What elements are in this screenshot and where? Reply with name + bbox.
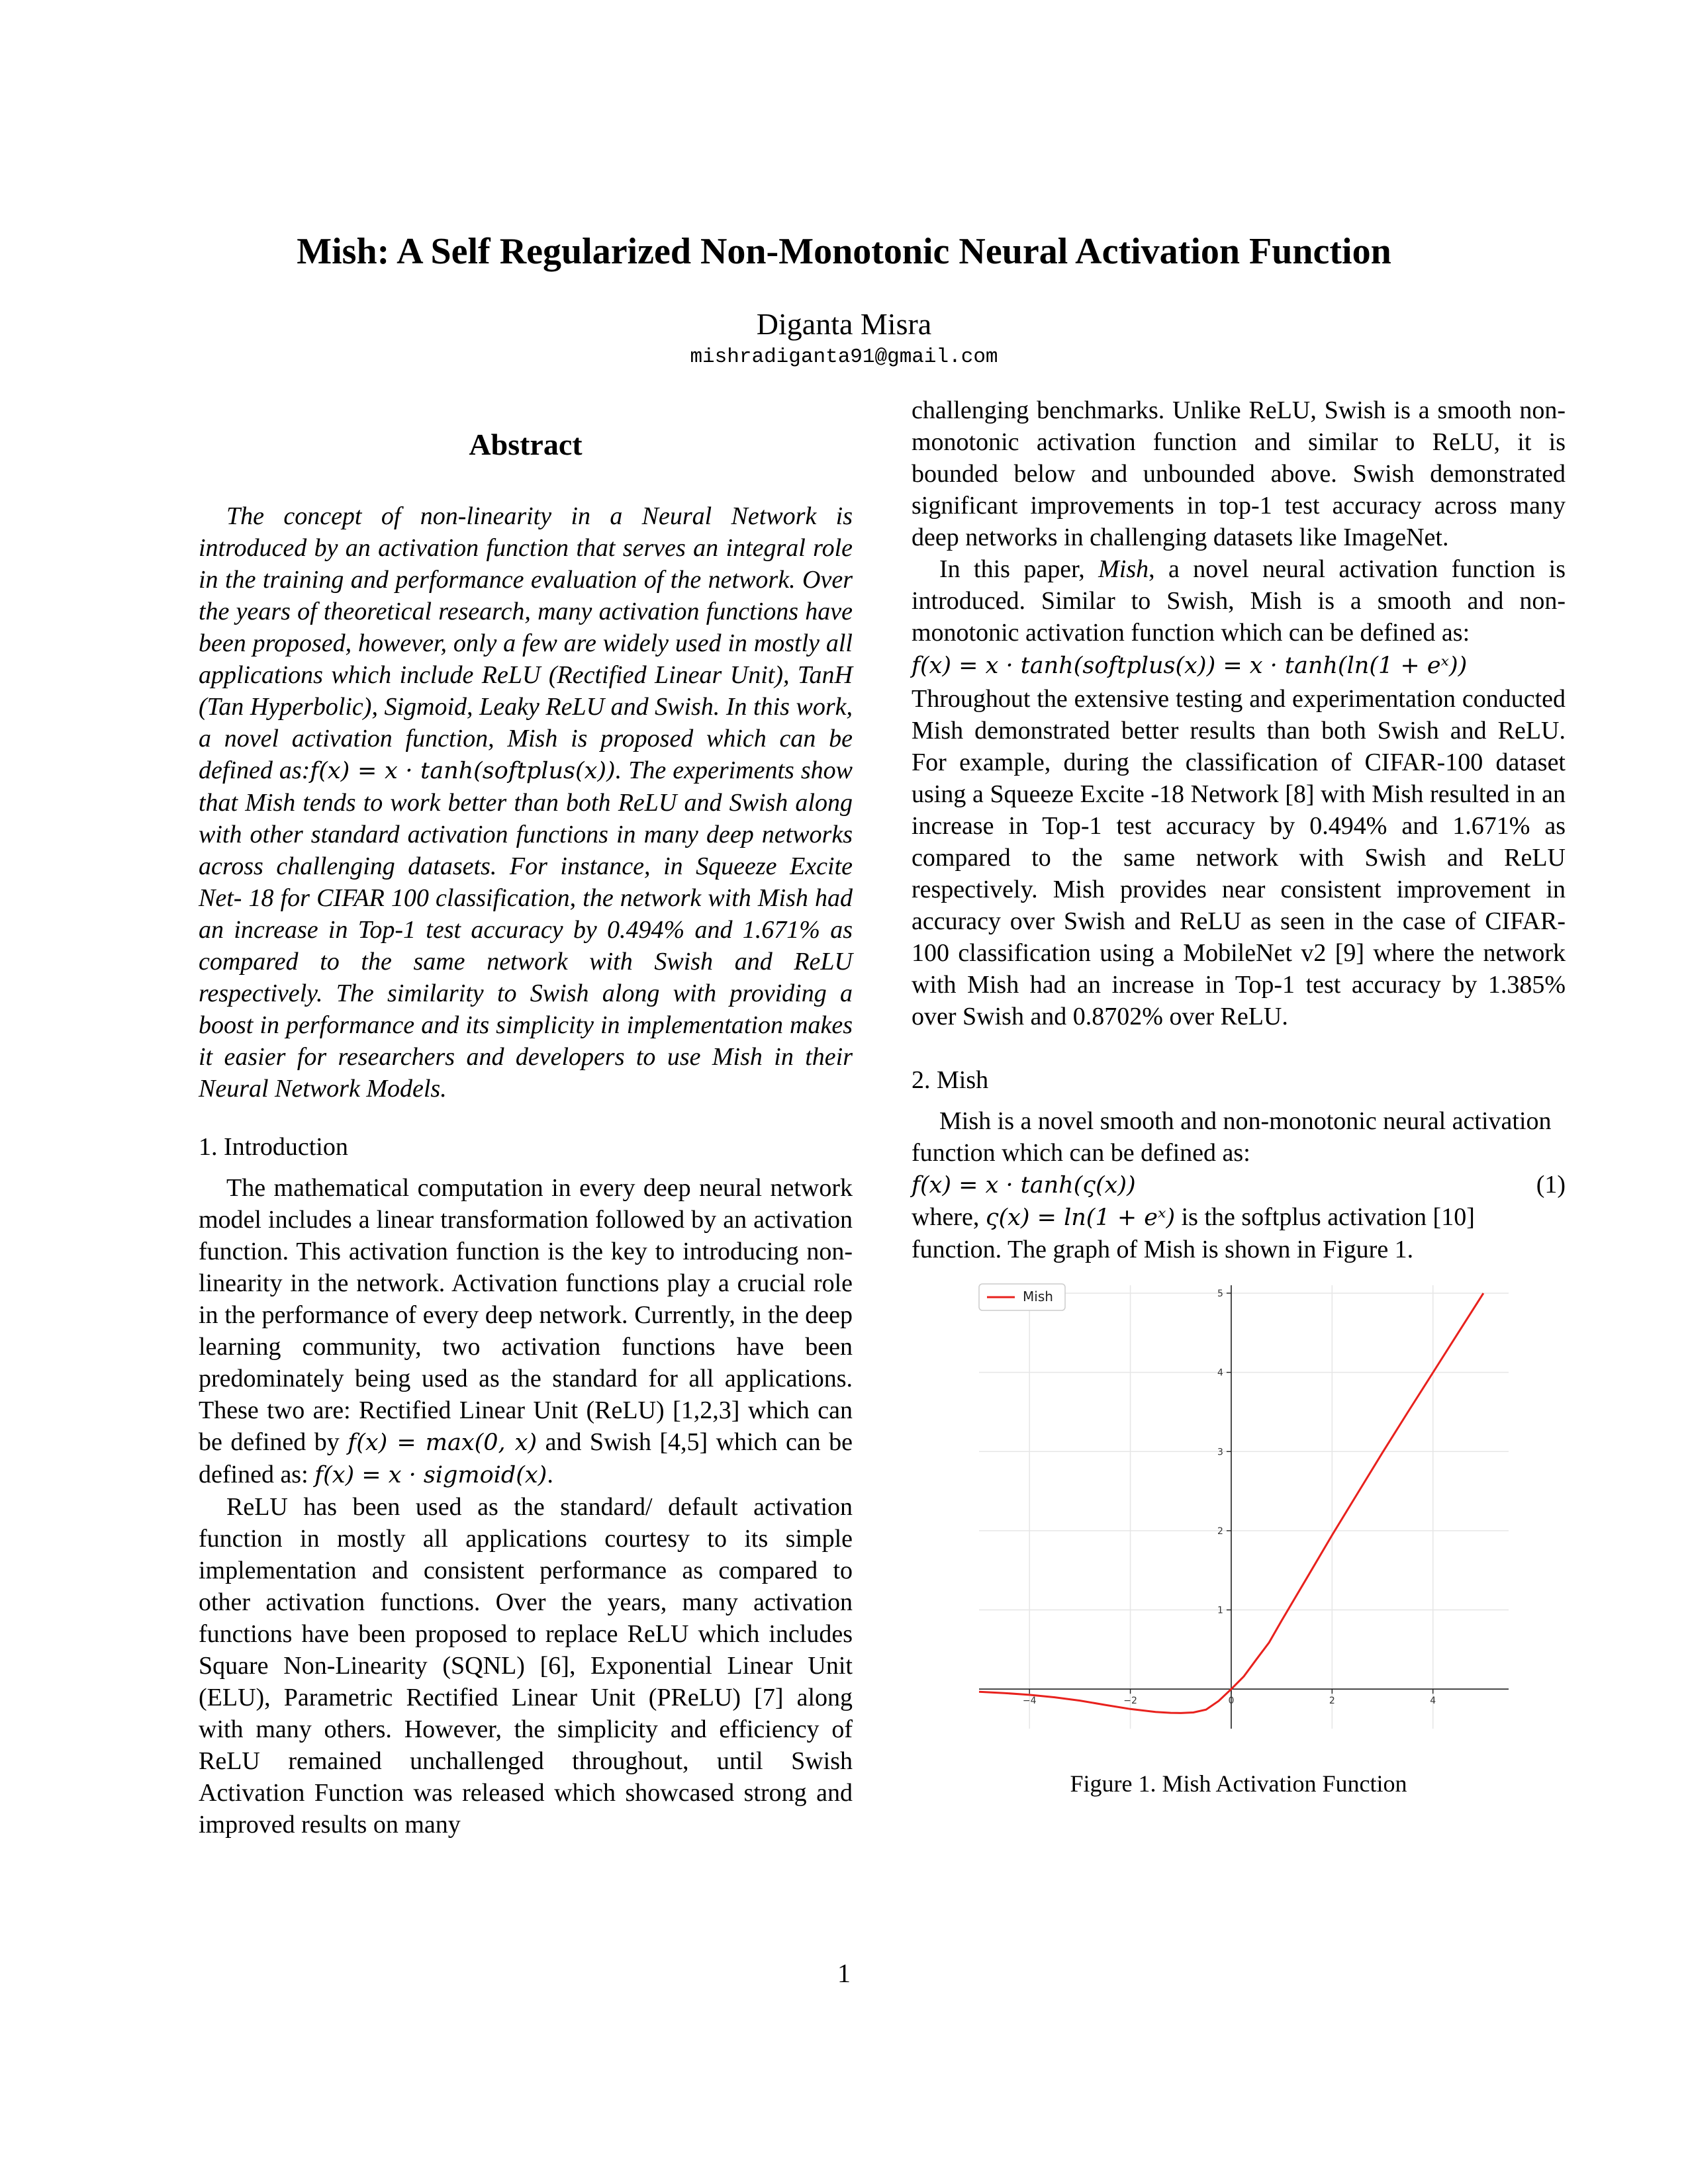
swish-formula: f(x) = x · sigmoid(x): [314, 1462, 547, 1488]
x-tick-label: 2: [1329, 1696, 1335, 1707]
y-tick-label: 5: [1217, 1288, 1223, 1299]
equation-1-number: (1): [1536, 1171, 1566, 1199]
x-tick-label: −2: [1123, 1696, 1137, 1707]
intro-p1-text: The mathematical computation in every deep neural network model includes a linear transformation followed by an activation function. This activation function is the key to introducing non-linearity in the network. Activation functions play a crucial role in the performance of every deep network. Currently, in the deep learning community, two activation functions have been predominately being used as the standard for all applications. These two are: Rectified Linear Unit (ReLU) [1,2,3] which can be defined by: [199, 1174, 853, 1456]
equation-1: [912, 1169, 1566, 1201]
x-tick-label: 4: [1430, 1696, 1436, 1707]
intro-paragraph-4: [912, 553, 1566, 649]
page-number: 1: [837, 1958, 851, 1988]
y-tick-label: 4: [1217, 1367, 1223, 1379]
figure-1: [966, 1279, 1515, 1755]
abstract-paragraph: [199, 500, 853, 1105]
y-tick-label: 2: [1217, 1525, 1223, 1537]
intro-paragraph-3: challenging benchmarks. Unlike ReLU, Swish is a smooth non-monotonic activation function and similar to ReLU, it is bounded below and unbounded above. Swish demonstrated significant improvements in top-1 test accuracy across many deep networks in challenging datasets like ImageNet.: [912, 396, 1566, 551]
intro-paragraph-1: [199, 1172, 853, 1491]
abstract-text-end: . The experiments show that Mish tends to work better than both ReLU and Swish along with other standard activation functions in many deep networks across challenging datasets. For instance, in Squeeze Excite Net- 18 for CIFAR 100 classification, the network with Mish had an increase in Top-1 test accuracy by 0.494% and 1.671% as compared to the same network with Swish and ReLU respectively. The similarity to Swish along with providing a boost in performance and its simplicity in implementation makes it easier for researchers and developers to use Mish in their Neural Network Models.: [199, 756, 853, 1103]
intro-p1-text-2: and Swish [4,5] which can be defined as:: [199, 1428, 853, 1488]
abstract-text-start: The concept of non-linearity in a Neural Network is introduced by an activation function that serves an integral role in the training and performance evaluation of the network. Over the years of theoretical research, many activation functions have been proposed, however, only a few are widely used in mostly all applications which include ReLU (Rectified Linear Unit), TanH (Tan Hyperbolic), Sigmoid, Leaky ReLU and Swish. In this work, a novel activation function, Mish is proposed which can be defined as:: [199, 502, 853, 784]
y-tick-label: 3: [1217, 1447, 1223, 1458]
abstract-heading: Abstract: [469, 428, 583, 461]
author-name: Diganta Misra: [756, 307, 932, 341]
x-tick-label: −4: [1022, 1696, 1037, 1707]
paper-title: Mish: A Self Regularized Non-Monotonic Neural Activation Function: [297, 231, 1391, 272]
section-heading-mish: 2. Mish: [912, 1066, 989, 1094]
intro-p4-text: In this paper,: [939, 555, 1085, 583]
left-column: [199, 426, 853, 1841]
section-heading-introduction: 1. Introduction: [199, 1133, 348, 1161]
intro-paragraph-5: Throughout the extensive testing and experimentation conducted Mish demonstrated better results than both Swish and ReLU. For example, during the classification of CIFAR-100 dataset using a Squeeze Excite -18 Network [8] with Mish resulted in an increase in Top-1 test accuracy by 0.494% and 1.671% as compared to the same network with Swish and ReLU respectively. Mish provides near consistent improvement in accuracy over Swish and ReLU as seen in the case of CIFAR-100 classification using a MobileNet v2 [9] where the network with Mish had an increase in Top-1 test accuracy by 1.385% over Swish and 0.8702% over ReLU.: [912, 685, 1566, 1030]
equation-1-formula: f(x) = x · tanh(ς(x)): [912, 1172, 1136, 1199]
y-tick-label: 1: [1217, 1605, 1223, 1616]
intro-p4-text-2: , a novel neural activation function is introduced. Similar to Swish, Mish is a smooth and non-monotonic activation function which can be defined as:: [912, 555, 1566, 647]
relu-formula: f(x) = max(0, x): [348, 1430, 538, 1456]
mish-where-paragraph: [912, 1201, 1566, 1265]
where-suffix: is the softplus activation [10] function. The graph of Mish is shown in Figure 1.: [912, 1203, 1475, 1263]
where-prefix: where,: [912, 1203, 980, 1231]
right-column: [912, 394, 1566, 1799]
softplus-formula: ς(x) = ln(1 + eˣ): [985, 1205, 1176, 1231]
abstract-mish-formula: f(x) = x · tanh(softplus(x)): [310, 758, 616, 784]
intro-paragraph-2: ReLU has been used as the standard/ default activation function in mostly all applications courtesy to its simple implementation and consistent performance as compared to other activation functions. Over the years, many activation functions have been proposed to replace ReLU which includes Square Non-Linearity (SQNL) [6], Exponential Linear Unit (ELU), Parametric Rectified Linear Unit (PReLU) [7] along with many others. However, the simplicity and efficiency of ReLU remained unchallenged throughout, until Swish Activation Function was released which showcased strong and improved results on many: [199, 1493, 853, 1839]
figure-caption: Figure 1. Mish Activation Function: [1070, 1770, 1407, 1797]
intro-p4-mish: Mish: [1098, 555, 1149, 583]
legend-label: Mish: [1023, 1289, 1053, 1304]
mish-paragraph-1: Mish is a novel smooth and non-monotonic neural activation function which can be defined as:: [912, 1107, 1552, 1167]
intro-p1-end: .: [547, 1461, 553, 1488]
mish-chart: [966, 1279, 1515, 1755]
x-tick-label: 0: [1228, 1696, 1235, 1707]
intro-mish-formula: f(x) = x · tanh(softplus(x)) = x · tanh(ln(1 + eˣ)): [912, 653, 1468, 679]
author-email: mishradiganta91@gmail.com: [690, 345, 998, 369]
